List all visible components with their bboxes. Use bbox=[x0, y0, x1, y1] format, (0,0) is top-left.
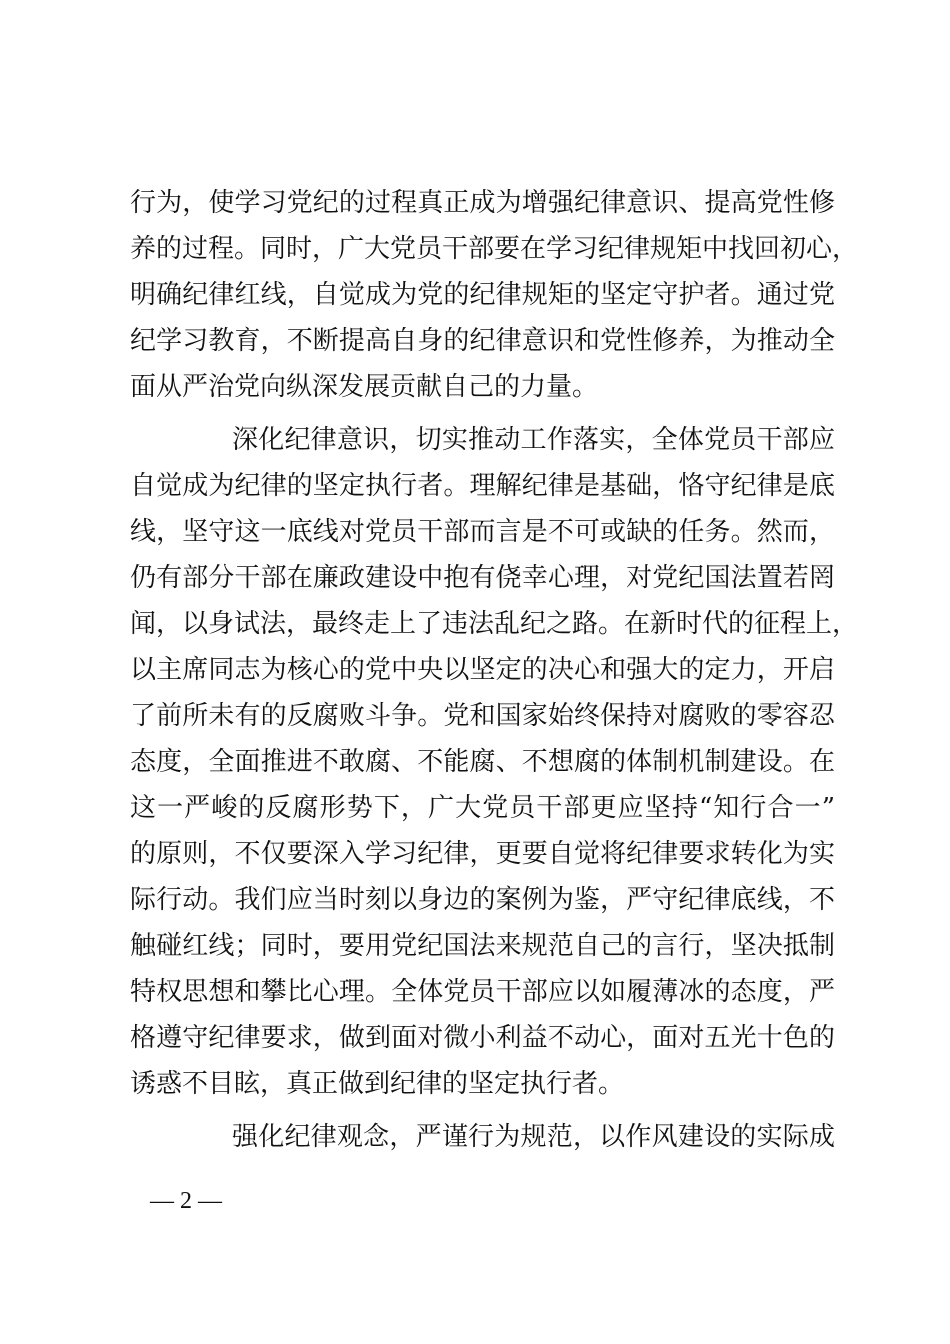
text-line: 自觉成为纪律的坚定执行者。理解纪律是基础，恪守纪律是底 bbox=[130, 471, 835, 501]
text-line: 以主席同志为核心的党中央以坚定的决心和强大的定力，开启 bbox=[130, 655, 835, 685]
body-text bbox=[130, 180, 859, 1160]
paragraph-spacer bbox=[130, 1107, 835, 1114]
text-line: 仍有部分干部在廉政建设中抱有侥幸心理，对党纪国法置若罔 bbox=[130, 563, 835, 593]
text-line: 诱惑不目眩，真正做到纪律的坚定执行者。 bbox=[130, 1069, 625, 1099]
text-line: 这一严峻的反腐形势下，广大党员干部更应坚持“知行合一” bbox=[130, 793, 835, 823]
text-line: 特权思想和攀比心理。全体党员干部应以如履薄冰的态度，严 bbox=[130, 977, 835, 1007]
paragraph-3 bbox=[130, 1114, 835, 1160]
text-line: 了前所未有的反腐败斗争。党和国家始终保持对腐败的零容忍 bbox=[130, 701, 835, 731]
text-line: 格遵守纪律要求，做到面对微小利益不动心，面对五光十色的 bbox=[130, 1023, 835, 1053]
text-line: 养的过程。同时，广大党员干部要在学习纪律规矩中找回初心， bbox=[130, 234, 859, 264]
text-line: 纪学习教育，不断提高自身的纪律意识和党性修养，为推动全 bbox=[130, 326, 835, 356]
paragraph-2 bbox=[130, 417, 859, 1107]
paragraph-1 bbox=[130, 180, 859, 410]
paragraph-spacer bbox=[130, 410, 835, 417]
text-line: 闻，以身试法，最终走上了违法乱纪之路。在新时代的征程上， bbox=[130, 609, 859, 639]
text-line: 际行动。我们应当时刻以身边的案例为鉴，严守纪律底线，不 bbox=[130, 885, 835, 915]
text-line: 面从严治党向纵深发展贡献自己的力量。 bbox=[130, 372, 599, 402]
page-number: — 2 — bbox=[150, 1188, 222, 1214]
text-line: 明确纪律红线，自觉成为党的纪律规矩的坚定守护者。通过党 bbox=[130, 280, 835, 310]
text-line: 触碰红线；同时，要用党纪国法来规范自己的言行，坚决抵制 bbox=[130, 931, 835, 961]
text-line: 态度，全面推进不敢腐、不能腐、不想腐的体制机制建设。在 bbox=[130, 747, 835, 777]
text-line: 深化纪律意识，切实推动工作落实，全体党员干部应 bbox=[232, 425, 835, 455]
text-line: 强化纪律观念，严谨行为规范，以作风建设的实际成 bbox=[232, 1122, 835, 1152]
text-line: 的原则，不仅要深入学习纪律，更要自觉将纪律要求转化为实 bbox=[130, 839, 835, 869]
text-line: 线，坚守这一底线对党员干部而言是不可或缺的任务。然而， bbox=[130, 517, 835, 547]
text-line: 行为，使学习党纪的过程真正成为增强纪律意识、提高党性修 bbox=[130, 188, 835, 218]
